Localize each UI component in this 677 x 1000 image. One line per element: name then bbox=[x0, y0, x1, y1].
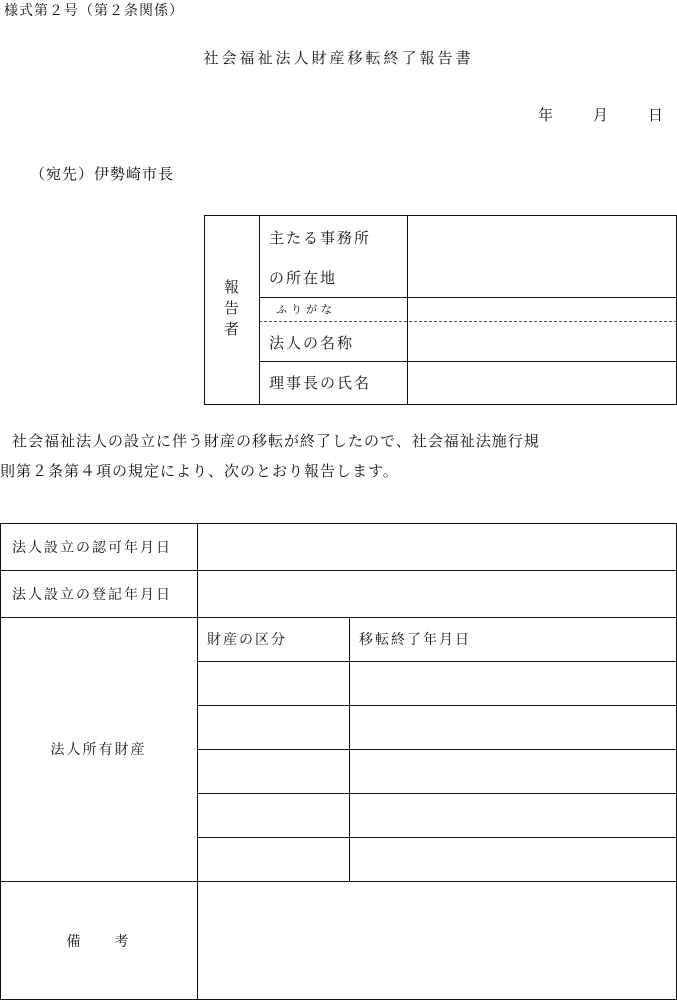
document-title: 社会福祉法人財産移転終了報告書 bbox=[203, 49, 474, 67]
registration-date-field[interactable] bbox=[198, 571, 675, 617]
addressee: （宛先）伊勢崎市長 bbox=[30, 165, 175, 183]
office-address-label-1: 主たる事務所 bbox=[269, 229, 372, 247]
transfer-date-field[interactable] bbox=[350, 794, 675, 837]
form-number: 様式第２号（第２条関係） bbox=[4, 3, 184, 19]
date-year-label: 年 bbox=[537, 106, 553, 124]
office-address-label-2: の所在地 bbox=[269, 269, 338, 287]
approval-date-label: 法人設立の認可年月日 bbox=[12, 539, 172, 556]
transfer-date-field[interactable] bbox=[350, 838, 675, 881]
property-table bbox=[0, 523, 677, 1000]
property-label: 法人所有財産 bbox=[50, 742, 147, 758]
category-field[interactable] bbox=[198, 706, 349, 749]
registration-date-label: 法人設立の登記年月日 bbox=[12, 586, 172, 603]
date-day-label: 日 bbox=[647, 106, 663, 124]
chairman-name-field[interactable] bbox=[408, 362, 676, 404]
office-address-field[interactable] bbox=[408, 216, 676, 297]
date-line bbox=[538, 104, 663, 125]
chairman-name-label: 理事長の氏名 bbox=[269, 374, 372, 392]
reporter-side-label bbox=[204, 215, 259, 405]
report-statement bbox=[0, 426, 677, 486]
category-field[interactable] bbox=[198, 750, 349, 793]
remarks-label: 備 考 bbox=[66, 933, 131, 950]
statement-line-2: 則第２条第４項の規定により、次のとおり報告します。 bbox=[0, 462, 399, 480]
furigana-label: ふりがな bbox=[276, 303, 336, 316]
transfer-date-column-header: 移転終了年月日 bbox=[359, 632, 471, 648]
category-field[interactable] bbox=[198, 662, 349, 705]
transfer-date-field[interactable] bbox=[350, 706, 675, 749]
furigana-field[interactable] bbox=[408, 298, 676, 321]
date-month-label: 月 bbox=[592, 106, 608, 124]
category-field[interactable] bbox=[198, 838, 349, 881]
category-column-header: 財産の区分 bbox=[207, 632, 287, 648]
reporter-divider bbox=[259, 215, 260, 405]
remarks-field[interactable] bbox=[198, 882, 675, 998]
reporter-label: 報告者 bbox=[222, 278, 240, 342]
approval-date-field[interactable] bbox=[198, 524, 675, 570]
reporter-table bbox=[204, 215, 677, 405]
category-field[interactable] bbox=[198, 794, 349, 837]
corp-name-field[interactable] bbox=[408, 322, 676, 361]
corp-name-label: 法人の名称 bbox=[269, 334, 355, 352]
statement-line-1: 社会福祉法人の設立に伴う財産の移転が終了したので、社会福祉法施行規 bbox=[12, 432, 540, 450]
transfer-date-field[interactable] bbox=[350, 750, 675, 793]
transfer-date-field[interactable] bbox=[350, 662, 675, 705]
